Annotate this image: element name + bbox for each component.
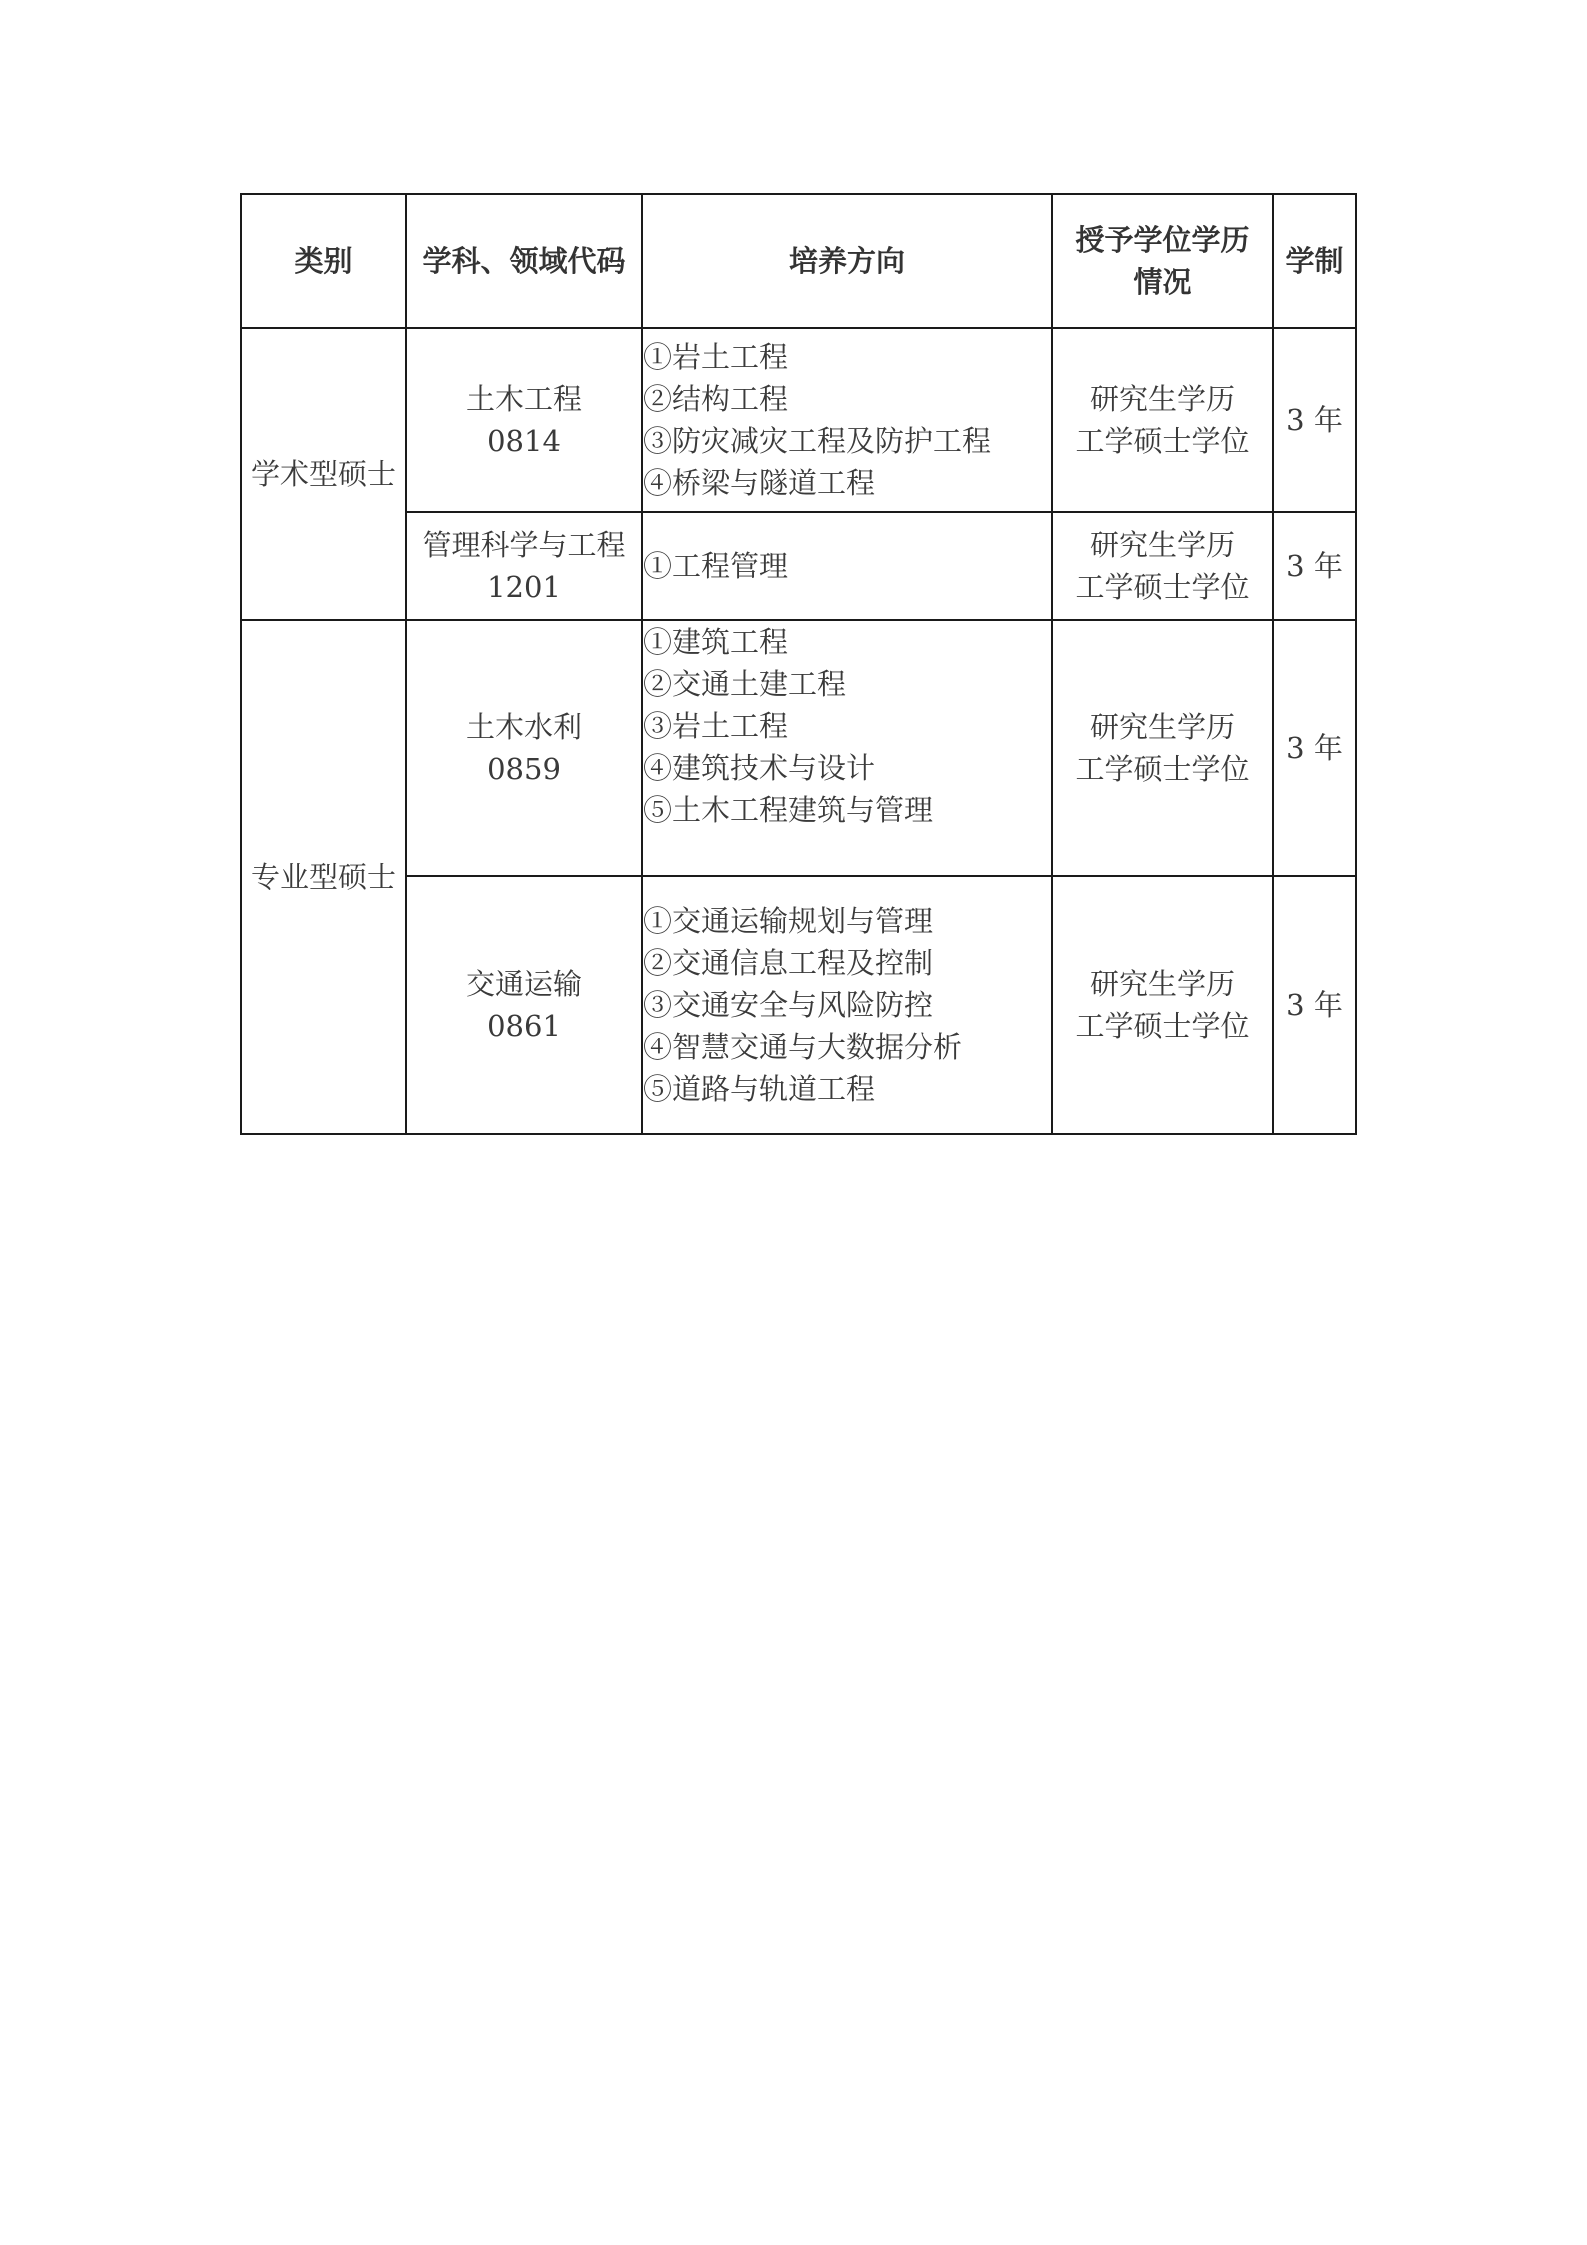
direction-item: ③交通安全与风险防控 xyxy=(643,988,934,1022)
direction-item: ④桥梁与隧道工程 xyxy=(643,466,876,500)
direction-item: ④建筑技术与设计 xyxy=(643,751,876,785)
direction-item: ③防灾减灾工程及防护工程 xyxy=(643,424,992,458)
degree-line1: 研究生学历 xyxy=(1089,382,1235,416)
direction-item: ⑤道路与轨道工程 xyxy=(643,1072,876,1106)
degree-line2: 工学硕士学位 xyxy=(1075,570,1250,604)
direction-item: ②交通信息工程及控制 xyxy=(643,946,934,980)
duration-cell: 3 年 xyxy=(1273,512,1356,620)
header-direction: 培养方向 xyxy=(642,194,1052,328)
direction-item: ②交通土建工程 xyxy=(643,667,847,701)
table-row xyxy=(241,620,1356,876)
discipline-name: 管理科学与工程 xyxy=(422,528,626,562)
header-degree xyxy=(1052,194,1273,328)
discipline-cell xyxy=(406,876,642,1134)
direction-item: ①工程管理 xyxy=(643,549,789,583)
discipline-code: 1201 xyxy=(487,570,561,604)
degree-cell xyxy=(1052,876,1273,1134)
direction-item: ③岩土工程 xyxy=(643,709,789,743)
degree-line2: 工学硕士学位 xyxy=(1075,1009,1250,1043)
header-category: 类别 xyxy=(241,194,406,328)
direction-item: ④智慧交通与大数据分析 xyxy=(643,1030,963,1064)
direction-cell xyxy=(642,328,1052,512)
direction-item: ①建筑工程 xyxy=(643,625,789,659)
discipline-code: 0859 xyxy=(487,752,561,786)
program-table xyxy=(240,193,1357,1135)
direction-item: ①交通运输规划与管理 xyxy=(643,904,934,938)
header-row xyxy=(241,194,1356,328)
table-row xyxy=(241,876,1356,1134)
degree-line1: 研究生学历 xyxy=(1089,528,1235,562)
degree-line2: 工学硕士学位 xyxy=(1075,752,1250,786)
degree-line2: 工学硕士学位 xyxy=(1075,424,1250,458)
table-row xyxy=(241,328,1356,512)
discipline-code: 0814 xyxy=(487,424,561,458)
direction-cell xyxy=(642,620,1052,876)
degree-cell xyxy=(1052,328,1273,512)
direction-cell xyxy=(642,876,1052,1134)
discipline-cell xyxy=(406,328,642,512)
header-degree-line2: 情况 xyxy=(1133,265,1192,299)
duration-cell: 3 年 xyxy=(1273,328,1356,512)
degree-line1: 研究生学历 xyxy=(1089,967,1235,1001)
discipline-name: 土木工程 xyxy=(465,382,582,416)
duration-cell: 3 年 xyxy=(1273,876,1356,1134)
discipline-name: 土木水利 xyxy=(465,710,582,744)
discipline-cell xyxy=(406,620,642,876)
degree-cell xyxy=(1052,620,1273,876)
category-cell: 学术型硕士 xyxy=(241,328,406,620)
discipline-cell xyxy=(406,512,642,620)
degree-cell xyxy=(1052,512,1273,620)
direction-item: ⑤土木工程建筑与管理 xyxy=(643,793,934,827)
discipline-code: 0861 xyxy=(487,1009,561,1043)
discipline-name: 交通运输 xyxy=(465,967,582,1001)
direction-cell xyxy=(642,512,1052,620)
direction-item: ②结构工程 xyxy=(643,382,789,416)
header-discipline-code: 学科、领域代码 xyxy=(406,194,642,328)
table-row xyxy=(241,512,1356,620)
duration-cell: 3 年 xyxy=(1273,620,1356,876)
header-duration: 学制 xyxy=(1273,194,1356,328)
direction-item: ①岩土工程 xyxy=(643,340,789,374)
header-degree-line1: 授予学位学历 xyxy=(1075,223,1250,257)
category-cell: 专业型硕士 xyxy=(241,620,406,1134)
degree-line1: 研究生学历 xyxy=(1089,710,1235,744)
